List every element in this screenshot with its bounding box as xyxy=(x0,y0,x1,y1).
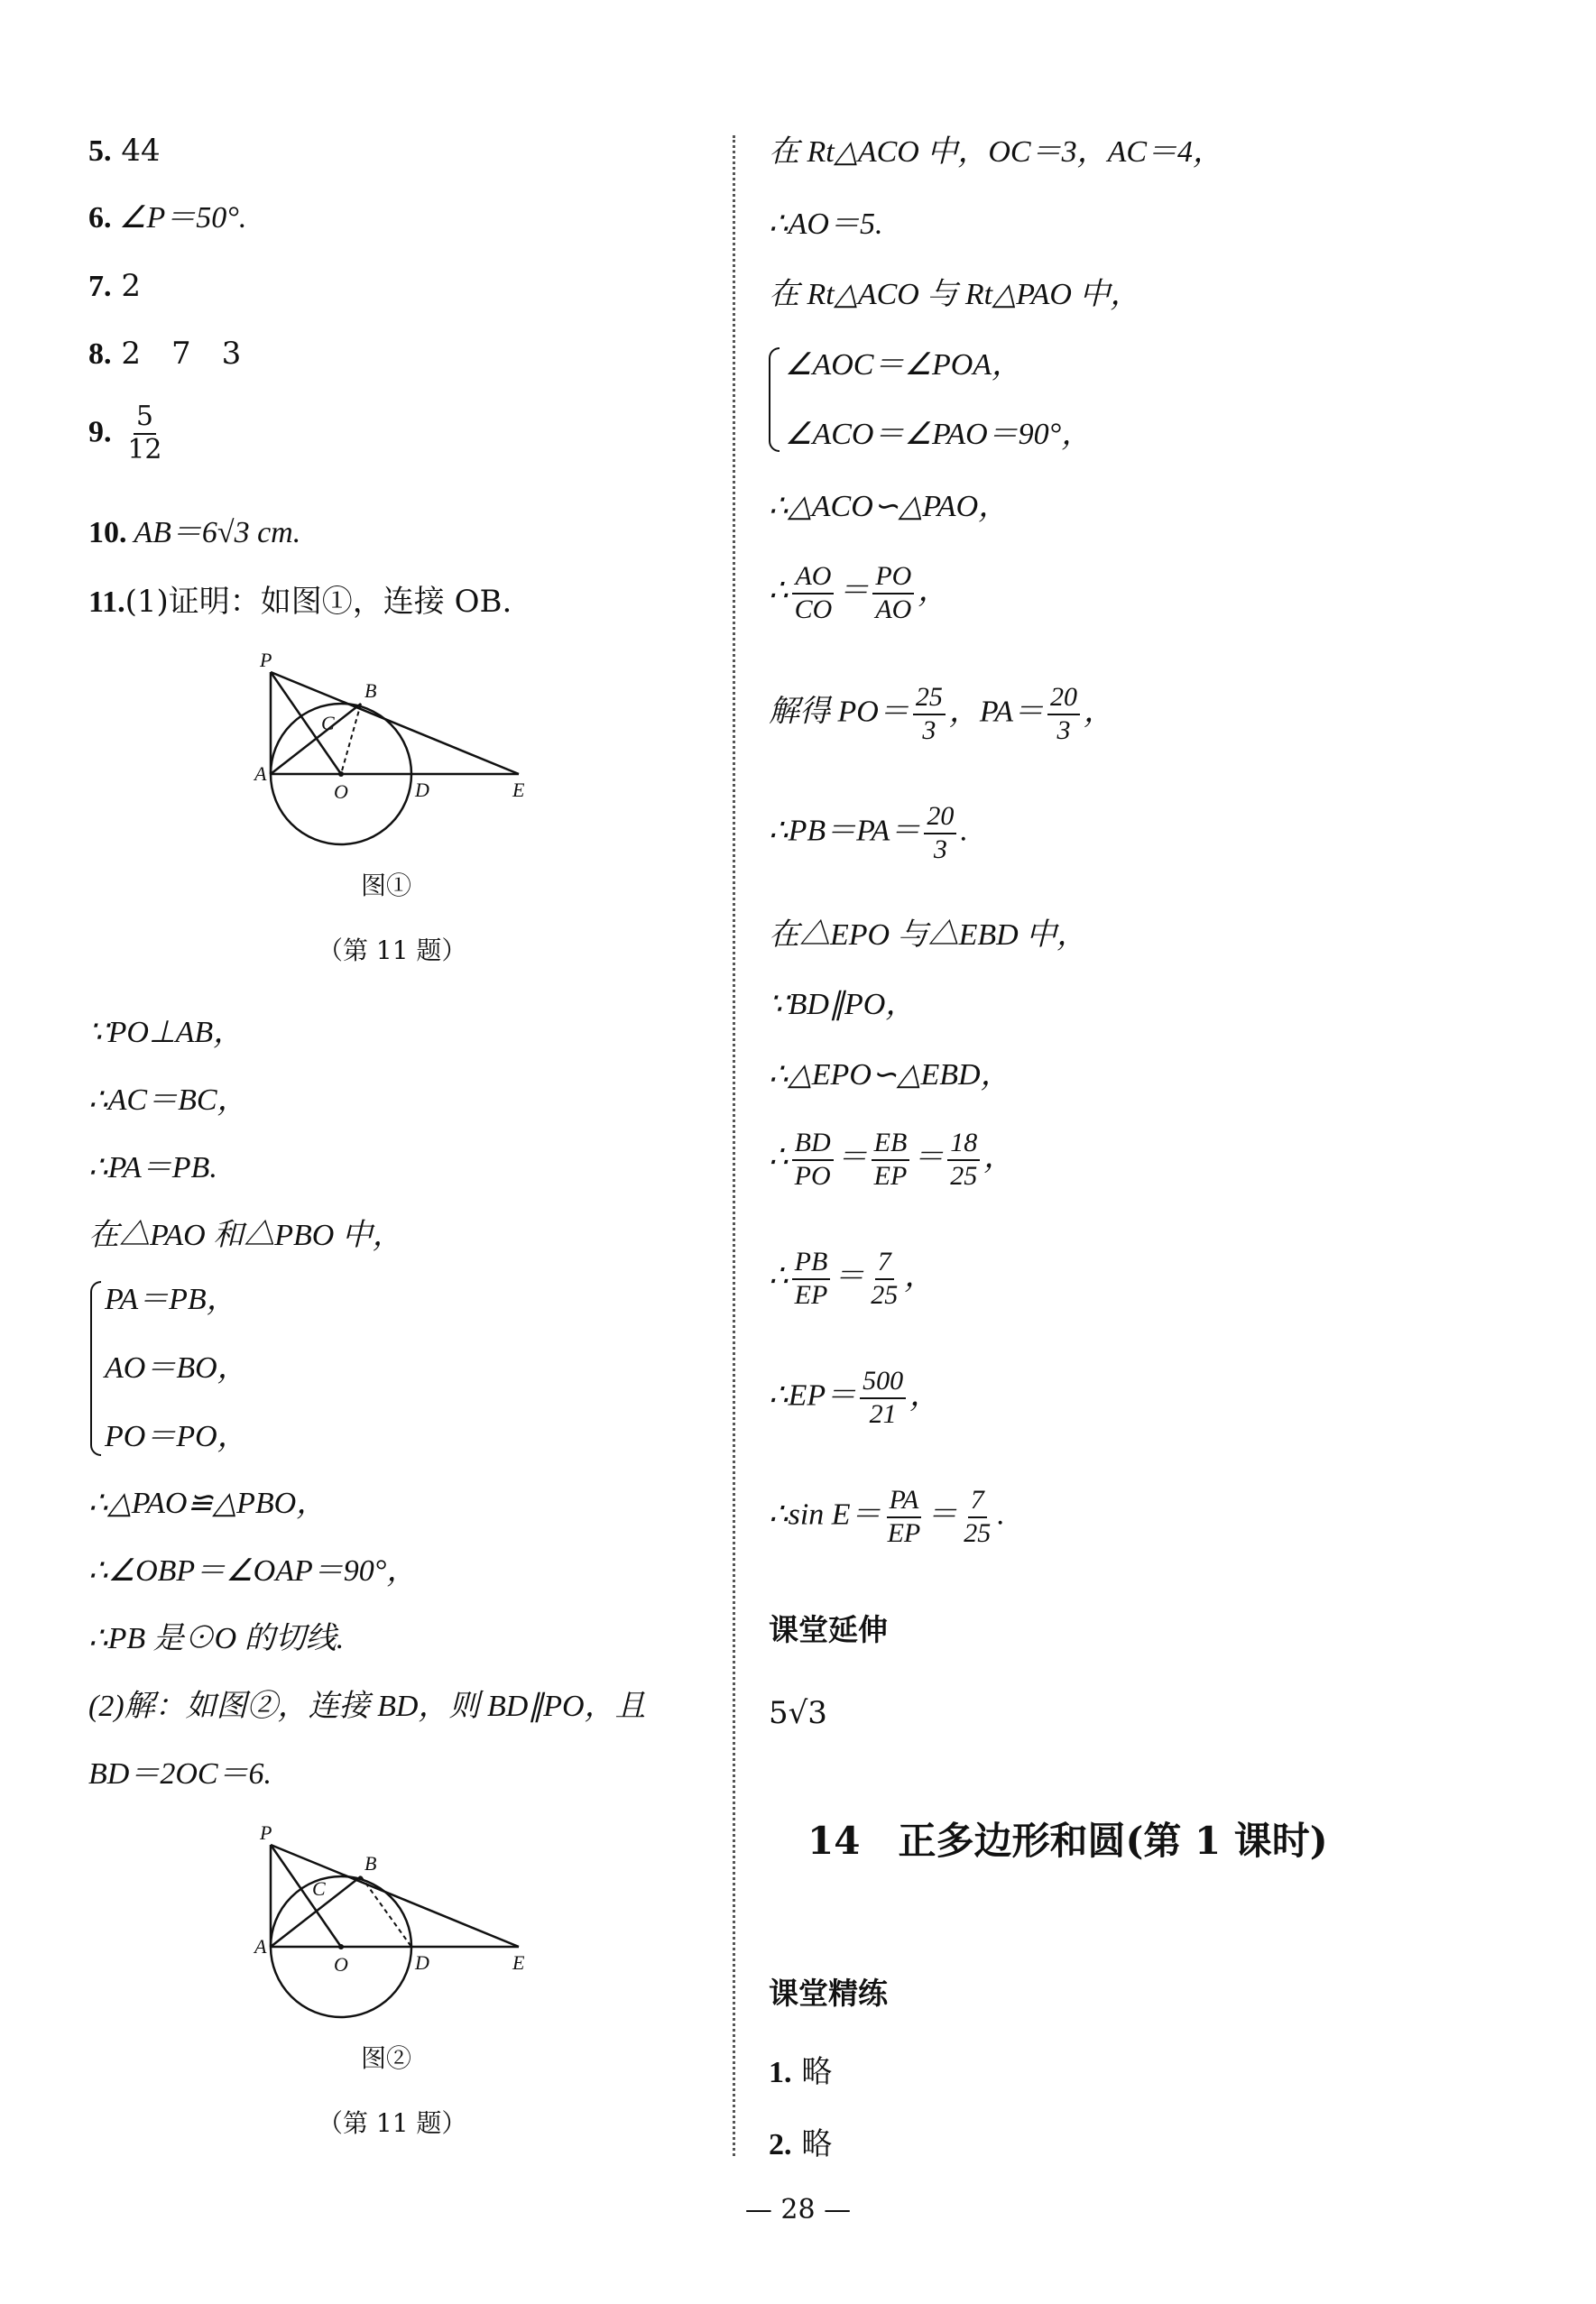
label-o: O xyxy=(334,1953,348,1976)
answer-8: 8. 2 7 3 xyxy=(88,336,242,372)
fraction-pa-ep: $\frac{PA}{EP}$ xyxy=(887,1485,921,1548)
proof-line-5: PA＝PB， xyxy=(105,1283,237,1316)
page-number: — 28 — xyxy=(744,2194,852,2226)
fraction-ao-co: $\frac{AO}{CO}$ xyxy=(792,561,835,625)
fraction-20-3-b: $\frac{20}{3}$ xyxy=(924,801,956,865)
label-a: A xyxy=(254,762,267,785)
fraction-bd-po: $\frac{BD}{PO}$ xyxy=(792,1128,834,1192)
label-d: D xyxy=(415,1951,429,1974)
fraction-20-3: $\frac{20}{3}$ xyxy=(1047,682,1080,746)
fraction-25-3: $\frac{25}{3}$ xyxy=(913,682,946,746)
right-line-7: ∴ $\frac{AO}{CO}$ ＝ $\frac{PO}{AO}$ ， xyxy=(769,561,949,624)
proof-line-9: ∴∠OBP＝∠OAP＝90°， xyxy=(88,1554,418,1588)
proof-line-7: PO＝PO， xyxy=(105,1420,248,1453)
answer-9: 9. $\frac{5}{12}$ xyxy=(88,401,169,465)
figure-2-label: （第 11 题） xyxy=(318,2108,467,2138)
column-divider xyxy=(733,135,735,2156)
practice-heading: 课堂精练 xyxy=(769,1976,888,2011)
right-line-8: 解得 PO＝ $\frac{25}{3}$ ，PA＝ $\frac{20}{3}$ ， xyxy=(769,682,1114,745)
label-p: P xyxy=(260,1821,272,1844)
right-line-13: ∴ $\frac{BD}{PO}$ ＝ $\frac{EB}{EP}$ ＝ $\frac{18}{25}$ ， xyxy=(769,1128,1015,1191)
right-line-11: ∵BD∥PO， xyxy=(769,988,917,1021)
label-b: B xyxy=(364,1852,377,1875)
label-o: O xyxy=(334,780,348,803)
label-a: A xyxy=(254,1935,267,1958)
right-line-9: ∴PB＝PA＝ $\frac{20}{3}$ . xyxy=(769,801,968,864)
proof-line-10: ∴PB 是⊙O 的切线. xyxy=(88,1622,345,1655)
label-c: C xyxy=(321,712,335,734)
figure-1-label: （第 11 题） xyxy=(318,935,467,965)
right-line-10: 在△EPO 与△EBD 中， xyxy=(769,918,1088,952)
right-line-12: ∴△EPO∽△EBD， xyxy=(769,1058,1011,1092)
extension-heading: 课堂延伸 xyxy=(769,1612,888,1647)
section-title: 14 正多边形和圆(第 1 课时) xyxy=(807,1819,1328,1863)
fraction-7-25-b: $\frac{7}{25}$ xyxy=(964,1485,992,1548)
fraction-500-21: $\frac{500}{21}$ xyxy=(860,1366,906,1430)
label-d: D xyxy=(415,779,429,801)
fraction-7-25: $\frac{7}{25}$ xyxy=(871,1247,899,1310)
answer-7: 7. 2 xyxy=(88,268,141,304)
system-brace-1 xyxy=(90,1281,101,1456)
fraction-eb-ep: $\frac{EB}{EP}$ xyxy=(872,1128,910,1192)
right-line-15: ∴EP＝ $\frac{500}{21}$ ， xyxy=(769,1366,941,1429)
fraction-pb-ep: $\frac{PB}{EP}$ xyxy=(792,1247,831,1311)
proof-line-2: ∴AC＝BC， xyxy=(88,1083,248,1117)
right-line-16: ∴sin E＝ $\frac{PA}{EP}$ ＝ $\frac{7}{25}$ . xyxy=(769,1485,1005,1548)
fraction-po-ao: $\frac{PO}{AO}$ xyxy=(872,561,914,625)
right-line-2: ∴AO＝5. xyxy=(769,207,883,241)
figure-2-caption: 图② xyxy=(361,2043,412,2073)
proof-line-3: ∴PA＝PB. xyxy=(88,1151,217,1184)
right-line-5: ∠ACO＝∠PAO＝90°， xyxy=(785,418,1093,451)
proof-line-4: 在△PAO 和△PBO 中， xyxy=(88,1219,403,1252)
fraction-18-25: $\frac{18}{25}$ xyxy=(947,1128,980,1192)
proof-line-6: AO＝BO， xyxy=(105,1351,248,1385)
proof-line-12: BD＝2OC＝6. xyxy=(88,1757,272,1791)
figure-1-caption: 图① xyxy=(361,871,412,900)
answer-10: 10. AB＝6√3 cm. xyxy=(88,516,301,549)
fraction-5-12: $\frac{5}{12}$ xyxy=(127,401,162,465)
label-e: E xyxy=(512,779,525,801)
label-b: B xyxy=(364,679,377,702)
answer-6: 6. ∠P＝50°. xyxy=(88,201,247,235)
answer-5: 5. 44 xyxy=(88,133,161,169)
right-line-14: ∴ $\frac{PB}{EP}$ ＝ $\frac{7}{25}$ ， xyxy=(769,1247,936,1310)
proof-line-8: ∴△PAO≌△PBO， xyxy=(88,1487,328,1520)
system-brace-2 xyxy=(769,347,780,452)
right-line-3: 在 Rt△ACO 与 Rt△PAO 中， xyxy=(769,278,1141,311)
extension-answer: 5√3 xyxy=(769,1695,827,1731)
right-line-6: ∴△ACO∽△PAO， xyxy=(769,490,1010,523)
figure-1-diagram xyxy=(244,645,541,862)
proof-line-1: ∵PO⊥AB， xyxy=(88,1016,244,1049)
right-line-4: ∠AOC＝∠POA， xyxy=(785,348,1023,382)
practice-answer-1: 1. 略 xyxy=(769,2054,833,2090)
answer-11-intro: 11.(1)证明：如图①，连接 OB. xyxy=(88,584,512,620)
label-c: C xyxy=(312,1877,326,1900)
proof-line-11: (2)解：如图②，连接 BD，则 BD∥PO，且 xyxy=(88,1690,646,1723)
right-line-1: 在 Rt△ACO 中，OC＝3，AC＝4， xyxy=(769,135,1224,169)
label-e: E xyxy=(512,1951,525,1974)
practice-answer-2: 2. 略 xyxy=(769,2126,833,2162)
label-p: P xyxy=(260,649,272,671)
figure-2-diagram xyxy=(244,1818,541,2034)
